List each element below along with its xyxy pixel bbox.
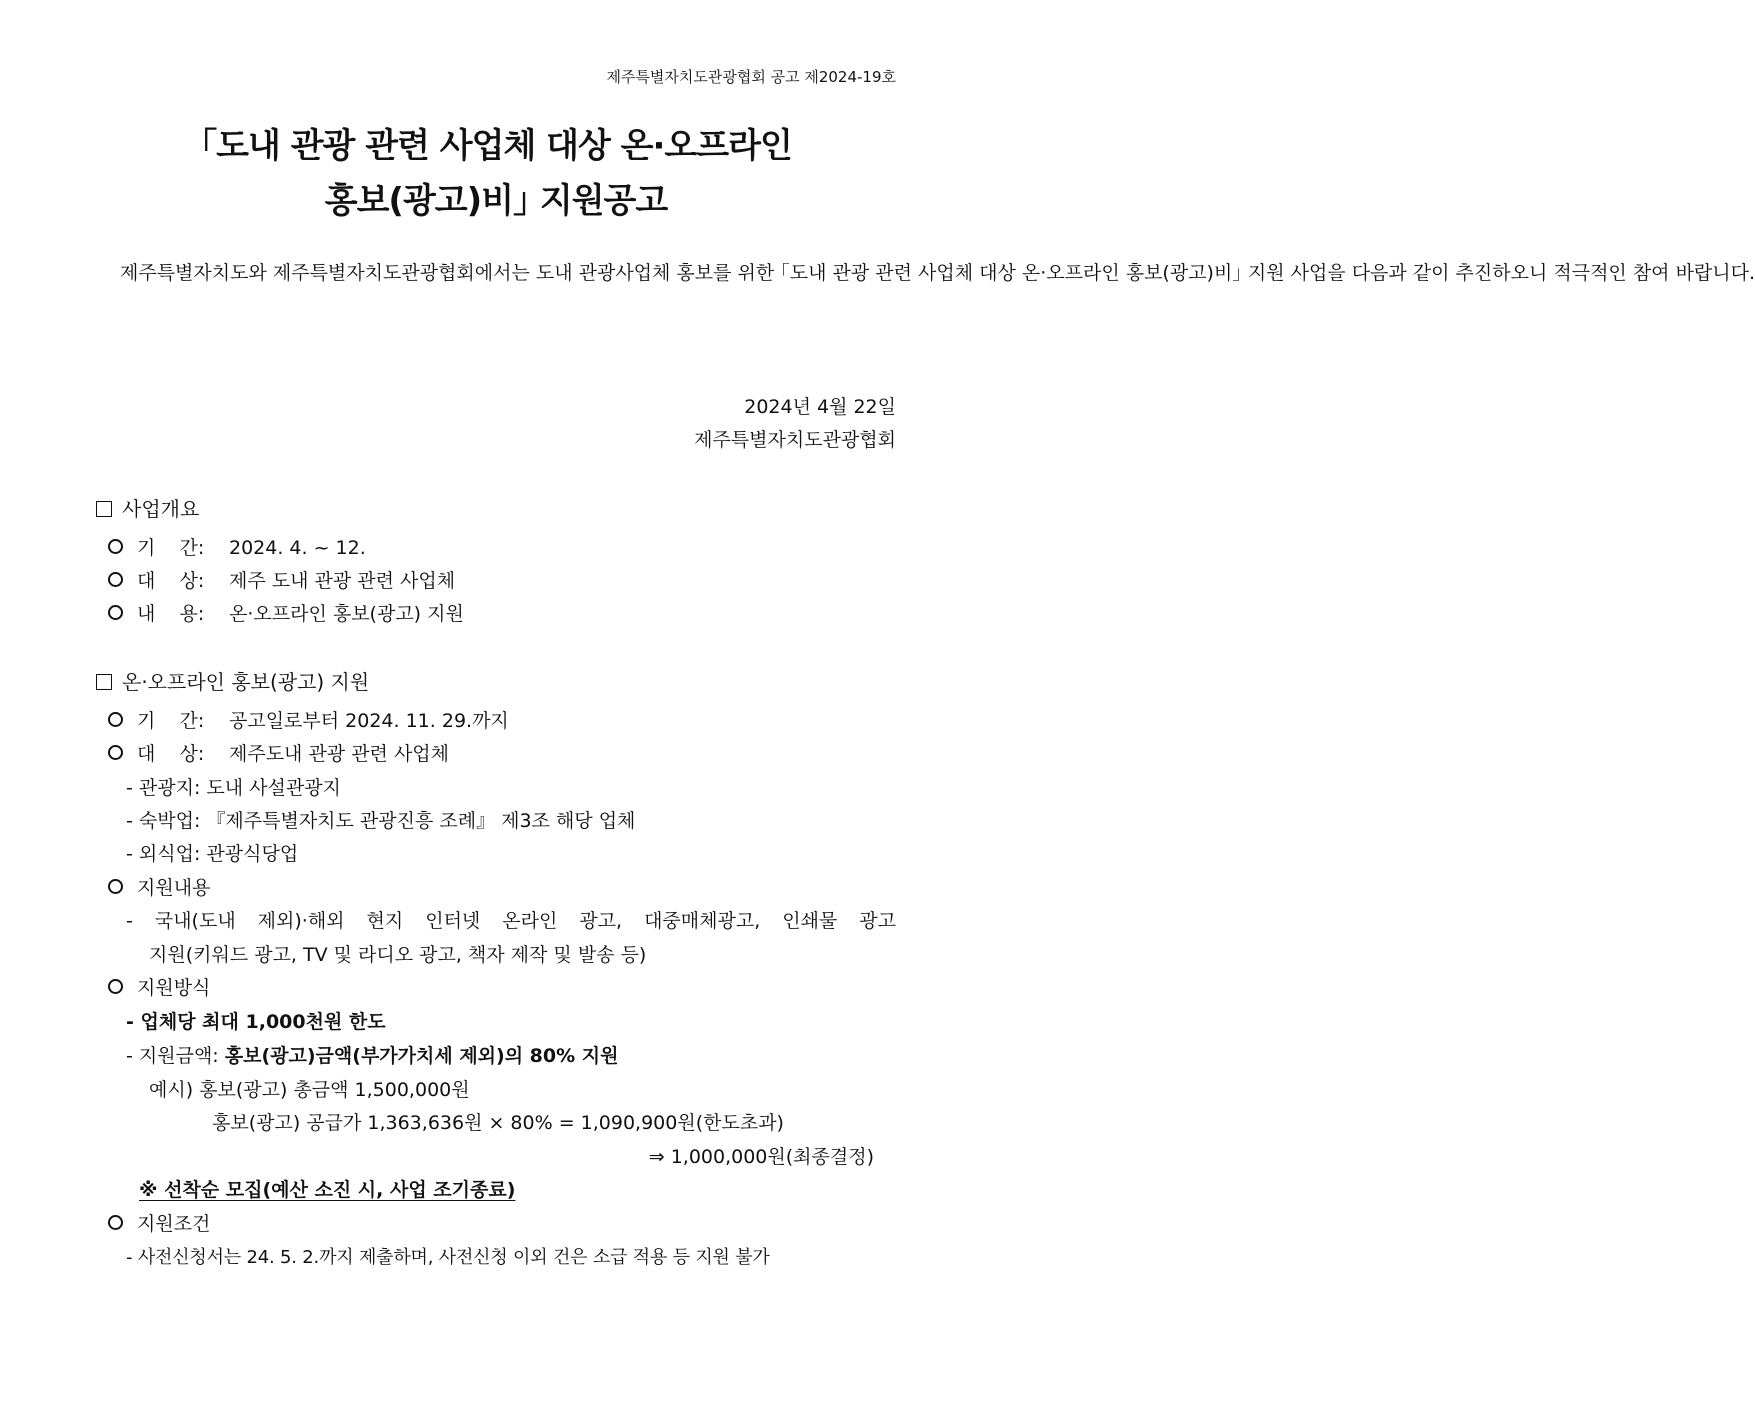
target-item: - 관광지: 도내 사설관광지 xyxy=(126,777,341,799)
intro-paragraph xyxy=(96,255,1755,292)
circle-bullet-icon xyxy=(108,605,123,620)
notice-date: 2024년 4월 22일 xyxy=(744,396,896,418)
support-condition-heading: 지원조건 xyxy=(108,1209,210,1236)
support-condition-line-1: - 사전신청서는 24. 5. 2.까지 제출하며, 사전신청 이외 건은 소급 적용 등 지원 불가 xyxy=(126,1247,770,1268)
support-content-line-1: - 국내(도내 제외)·해외 현지 인터넷 온라인 광고, 대중매체광고, 인쇄물 광고 xyxy=(126,910,896,932)
square-bullet-icon xyxy=(96,674,112,690)
title-line-2: 홍보(광고)비｣ 지원공고 xyxy=(324,181,668,221)
square-bullet-icon xyxy=(96,501,112,517)
support-method-heading: 지원방식 xyxy=(108,973,210,1000)
target-item: - 외식업: 관광식당업 xyxy=(126,843,299,865)
circle-bullet-icon xyxy=(108,572,123,587)
example-line-1: 예시) 홍보(광고) 총금액 1,500,000원 xyxy=(149,1079,470,1101)
support-content-line-2: 지원(키워드 광고, TV 및 라디오 광고, 책자 제작 및 발송 등) xyxy=(149,944,647,966)
section-overview-heading: 사업개요 xyxy=(96,493,199,522)
circle-bullet-icon xyxy=(108,745,123,760)
overview-period: 기 간: 2024. 4. ~ 12. xyxy=(108,533,366,560)
first-come-note: ※ 선착순 모집(예산 소진 시, 사업 조기종료) xyxy=(139,1179,516,1201)
title-line-1: ｢도내 관광 관련 사업체 대상 온·오프라인 xyxy=(200,126,792,166)
support-amount: - 지원금액: 홍보(광고)금액(부가가치세 제외)의 80% 지원 xyxy=(126,1045,619,1067)
example-line-2: 홍보(광고) 공급가 1,363,636원 × 80% = 1,090,900원(한도초과) xyxy=(212,1112,784,1134)
circle-bullet-icon xyxy=(108,712,123,727)
support-limit: - 업체당 최대 1,000천원 한도 xyxy=(126,1011,386,1033)
support-content-heading: 지원내용 xyxy=(108,873,210,900)
notice-number: 제주특별자치도관광협회 공고 제2024-19호 xyxy=(606,68,896,86)
support-target: 대 상: 제주도내 관광 관련 사업체 xyxy=(108,739,449,766)
circle-bullet-icon xyxy=(108,1215,123,1230)
circle-bullet-icon xyxy=(108,979,123,994)
intro-text: 제주특별자치도와 제주특별자치도관광협회에서는 도내 관광사업체 홍보를 위한 ｢도내 관광 관련 사업체 대상 온·오프라인 홍보(광고)비｣ 지원 사업을 다음과 같이 추진하오니 적극적인 참여 바랍니다. xyxy=(120,262,1755,284)
example-line-3: ⇒ 1,000,000원(최종결정) xyxy=(648,1146,874,1168)
support-period: 기 간: 공고일로부터 2024. 11. 29.까지 xyxy=(108,706,509,733)
overview-content: 내 용: 온·오프라인 홍보(광고) 지원 xyxy=(108,599,464,626)
organization-name: 제주특별자치도관광협회 xyxy=(694,429,896,451)
circle-bullet-icon xyxy=(108,539,123,554)
circle-bullet-icon xyxy=(108,879,123,894)
section-support-heading: 온·오프라인 홍보(광고) 지원 xyxy=(96,666,369,695)
target-item: - 숙박업: 『제주특별자치도 관광진흥 조례』 제3조 해당 업체 xyxy=(126,810,636,832)
overview-target: 대 상: 제주 도내 관광 관련 사업체 xyxy=(108,566,455,593)
